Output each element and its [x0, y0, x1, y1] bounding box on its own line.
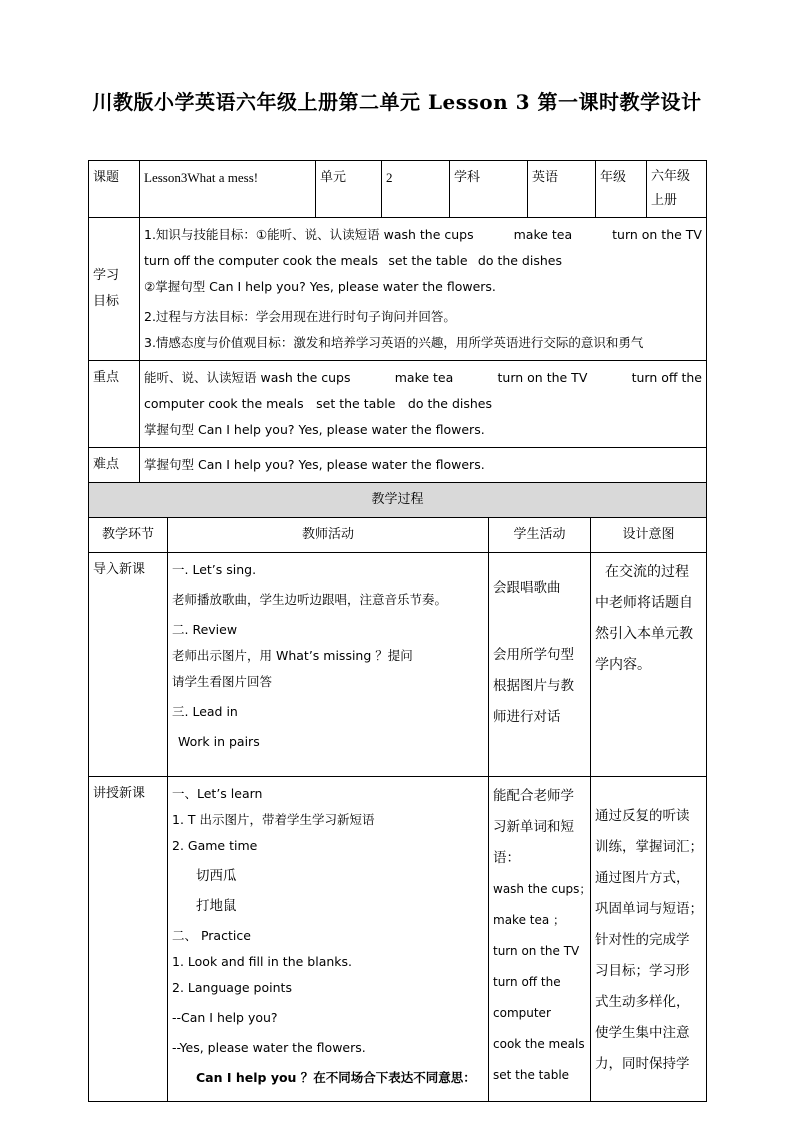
process-header: 教学过程 [89, 483, 707, 518]
teach-teacher [168, 777, 489, 1102]
intro-student [489, 553, 591, 777]
process-table [88, 482, 707, 1102]
goals-line-4: 2.过程与方法目标：学会用现在进行时句子询问并回答。 [144, 309, 456, 324]
list-item: wash the cups； [493, 882, 592, 896]
list-item: 学内容。 [595, 657, 651, 673]
list-item: 能配合老师学 [493, 788, 574, 804]
list-item: 语： [493, 850, 520, 866]
list-item: 习新单词和短 [493, 819, 574, 835]
list-item: 三. Lead in [172, 704, 238, 719]
goals-line-2: turn off the computer cook the meals set the table do the dishes [144, 253, 562, 268]
list-item: --Yes, please water the flowers. [172, 1040, 366, 1055]
list-item: 力，同时保持学 [595, 1056, 690, 1072]
intro-purpose [591, 553, 707, 777]
goals-line-1: 1.知识与技能目标：①能听、说、认读短语 wash the cups make tea turn on the TV [144, 227, 702, 242]
list-item: --Can I help you? [172, 1010, 278, 1025]
col-purpose: 设计意图 [591, 518, 707, 553]
col-stage: 教学环节 [89, 518, 168, 553]
list-item: Work in pairs [178, 734, 260, 749]
list-item: 巩固单词与短语； [595, 901, 703, 917]
list-item: 一. Let’s sing. [172, 562, 257, 577]
list-item: 1. Look and fill in the blanks. [172, 954, 353, 969]
info-table [88, 160, 707, 483]
list-item: 会跟唱歌曲 [493, 580, 561, 596]
list-item: 二、 Practice [172, 928, 251, 943]
list-item: 会用所学句型 [493, 647, 574, 663]
grade-value: 六年级上册 [647, 161, 707, 218]
list-item: 中老师将话题自 [595, 595, 693, 611]
subject-label: 学科 [450, 161, 528, 218]
col-teacher: 教师活动 [168, 518, 489, 553]
key-label: 重点 [89, 361, 140, 448]
list-item: 在交流的过程 [605, 564, 689, 580]
list-item: make tea ； [493, 913, 566, 927]
difficulty-label: 难点 [89, 448, 140, 483]
lesson-plan-table [88, 160, 706, 1102]
teach-stage: 讲授新课 [89, 777, 168, 1102]
goals-line-5: 3.情感态度与价值观目标：激发和培养学习英语的兴趣，用所学英语进行交际的意识和勇气 [144, 335, 644, 350]
list-item: Can I help you ？在不同场合下表达不同意思： [196, 1070, 476, 1085]
list-item: 二. Review [172, 622, 238, 637]
list-item: 打地鼠 [196, 898, 237, 914]
key-line-2: computer cook the meals set the table do the dishes [144, 396, 492, 411]
subject-value: 英语 [528, 161, 596, 218]
list-item: 通过图片方式， [595, 870, 690, 886]
teach-purpose [591, 777, 707, 1102]
difficulty-content: 掌握句型 Can I help you? Yes, please water the flowers. [140, 448, 707, 483]
teach-student [489, 777, 591, 1102]
list-item: 习目标；学习形 [595, 963, 690, 979]
list-item: computer [493, 1006, 551, 1020]
list-item: 使学生集中注意 [595, 1025, 690, 1041]
key-content [140, 361, 707, 448]
grade-label: 年级 [596, 161, 647, 218]
key-line-1: 能听、说、认读短语 wash the cups make tea turn on the TV turn off the [144, 370, 702, 385]
goals-content [140, 218, 707, 361]
list-item: cook the meals [493, 1037, 585, 1051]
list-item: 请学生看图片回答 [172, 674, 273, 689]
unit-value: 2 [382, 161, 450, 218]
list-item: 师进行对话 [493, 709, 561, 725]
list-item: 老师出示图片，用 What’s missing ？提问 [172, 648, 413, 663]
list-item: 一、Let’s learn [172, 786, 263, 801]
list-item: set the table [493, 1068, 570, 1082]
list-item: 根据图片与教 [493, 678, 574, 694]
list-item: 2. Language points [172, 980, 292, 995]
goals-line-3: ②掌握句型 Can I help you? Yes, please water the flowers. [144, 279, 496, 294]
col-student: 学生活动 [489, 518, 591, 553]
list-item: turn off the [493, 975, 561, 989]
unit-label: 单元 [316, 161, 382, 218]
page-title: 川教版小学英语六年级上册第二单元 Lesson 3 第一课时教学设计 [92, 90, 702, 114]
goals-label: 学习目标 [93, 268, 120, 309]
key-line-3: 掌握句型 Can I help you? Yes, please water the flowers. [144, 422, 485, 437]
intro-teacher [168, 553, 489, 777]
lesson-label: 课题 [89, 161, 140, 218]
list-item: 通过反复的听读 [595, 808, 690, 824]
list-item: 训练，掌握词汇； [595, 839, 703, 855]
list-item: 然引入本单元教 [595, 626, 693, 642]
intro-stage: 导入新课 [89, 553, 168, 777]
list-item: 式生动多样化， [595, 994, 690, 1010]
list-item: 1. T 出示图片，带着学生学习新短语 [172, 812, 375, 827]
list-item: 针对性的完成学 [595, 932, 690, 948]
list-item: 老师播放歌曲，学生边听边跟唱，注意音乐节奏。 [172, 592, 448, 607]
list-item: 2. Game time [172, 838, 258, 853]
list-item: 切西瓜 [196, 868, 237, 884]
lesson-value: Lesson3What a mess! [140, 161, 316, 218]
list-item: turn on the TV [493, 944, 580, 958]
